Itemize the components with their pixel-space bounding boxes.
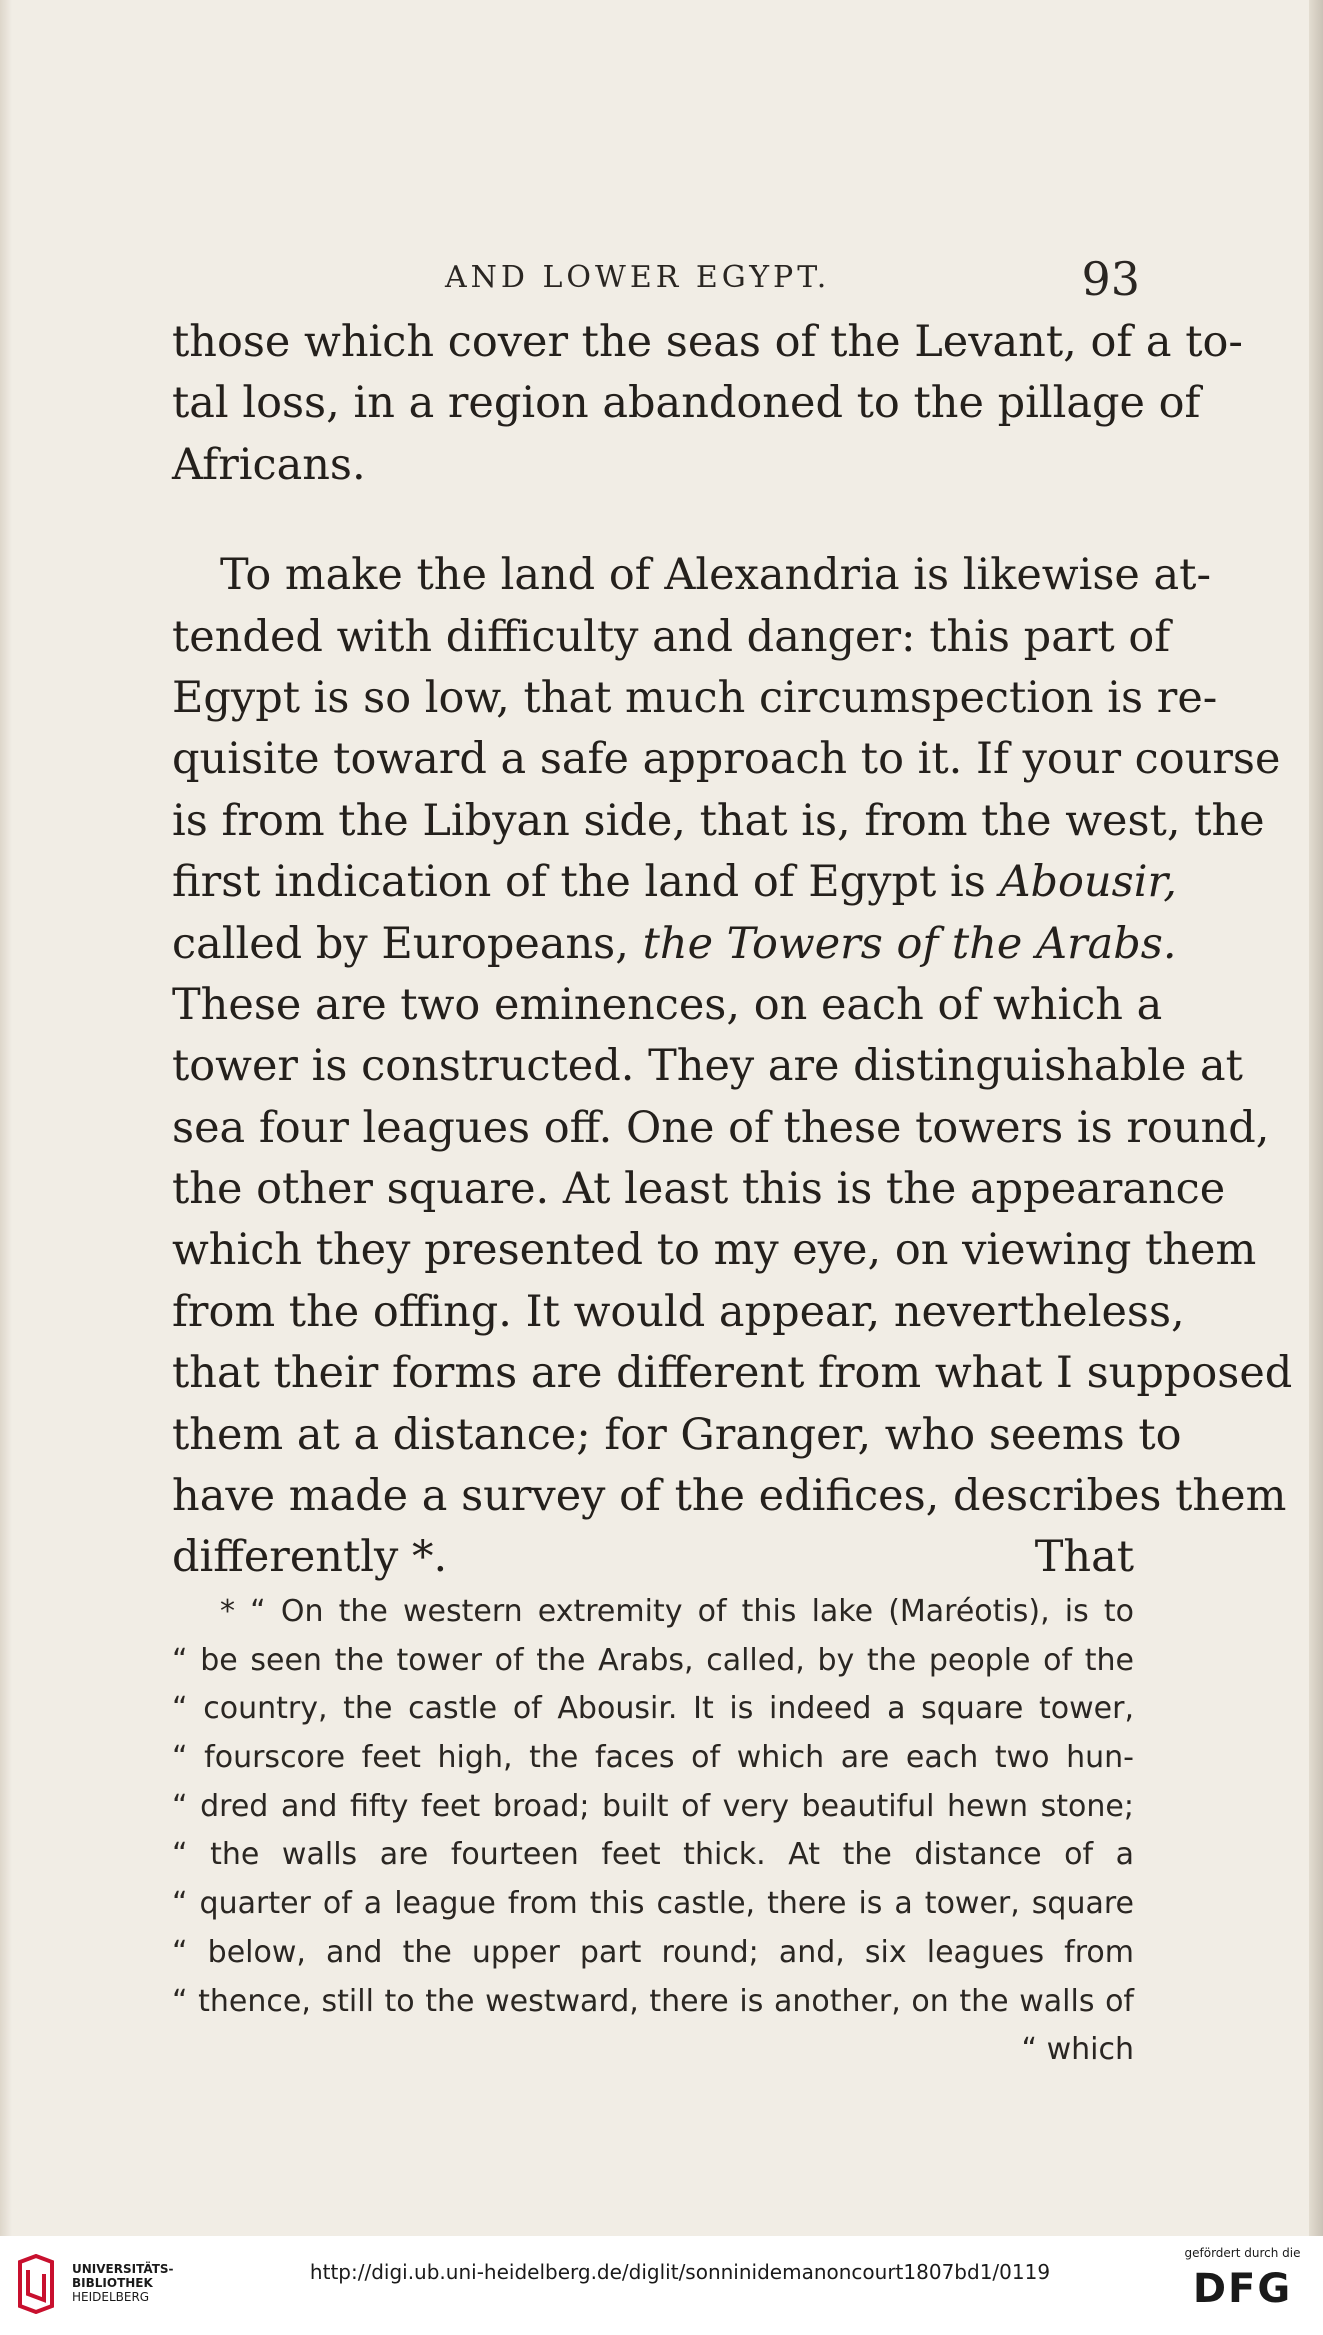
page-number: 93 (1081, 252, 1140, 306)
catchword: That (1034, 1532, 1134, 1583)
text-line: Africans. (172, 439, 366, 490)
text-line: is from the Libyan side, that is, from the west, the (172, 795, 1265, 846)
dfg-logo: DFG (1192, 2266, 1293, 2312)
text-line: tended with difficulty and danger: this part of (172, 611, 1171, 662)
text-line: the other square. At least this is the appearance (172, 1164, 1226, 1215)
text-line: sea four leagues off. One of these towers is round, (172, 1102, 1270, 1153)
body-text (172, 312, 1293, 1589)
sponsor-label: gefördert durch die (1184, 2246, 1301, 2260)
text-line: them at a distance; for Granger, who seems to (172, 1409, 1182, 1460)
university-library-logo-icon (14, 2254, 58, 2314)
italic-place-name: the Towers of the Arabs. (642, 918, 1177, 969)
running-head: AND LOWER EGYPT. (445, 260, 831, 295)
text-fragment: first indication of the land of Egypt is (172, 857, 986, 908)
footnote-line: “ below, and the upper part round; and, six leagues from (172, 1934, 1134, 1970)
page-gutter-shadow (0, 0, 12, 2236)
footnote-line: “ be seen the tower of the Arabs, called, by the people of the (172, 1642, 1134, 1678)
text-line: from the offing. It would appear, nevertheless, (172, 1286, 1185, 1337)
text-line: quisite toward a safe approach to it. If your course (172, 734, 1281, 785)
page-edge-shadow (1309, 0, 1323, 2236)
text-line: These are two eminences, on each of which a (172, 979, 1163, 1030)
text-line: tal loss, in a region abandoned to the pillage of (172, 378, 1201, 429)
library-name-line: HEIDELBERG (72, 2290, 150, 2304)
footnote-line: “ country, the castle of Abousir. It is indeed a square tower, (172, 1691, 1134, 1727)
library-name-line: UNIVERSITÄTS- (72, 2262, 174, 2276)
sponsor-block (1170, 2246, 1315, 2312)
footnote-line: “ quarter of a league from this castle, there is a tower, square (172, 1886, 1134, 1922)
text-line: which they presented to my eye, on viewing them (172, 1225, 1257, 1276)
text-line: have made a survey of the edifices, describes them (172, 1471, 1287, 1522)
text-line (172, 1527, 1134, 1588)
italic-place-name: Abousir, (999, 857, 1177, 908)
text-line: tower is constructed. They are distinguishable at (172, 1041, 1243, 1092)
text-line: To make the land of Alexandria is likewise at- (220, 550, 1211, 601)
page-header (170, 252, 1140, 312)
paragraph-gap (172, 496, 1134, 545)
library-name-line: BIBLIOTHEK (72, 2276, 153, 2290)
footnote-line: * “ On the western extremity of this lake (Maréotis), is to (220, 1594, 1134, 1629)
viewer-footer (0, 2236, 1323, 2335)
text-line (172, 914, 1177, 975)
library-name (72, 2262, 174, 2304)
permalink-url[interactable]: http://digi.ub.uni-heidelberg.de/diglit/sonninidemanoncourt1807bd1/0119 (309, 2260, 1051, 2284)
footnote-line: “ dred and fifty feet broad; built of very beautiful hewn stone; (172, 1788, 1134, 1824)
text-line: those which cover the seas of the Levant, of a to- (172, 317, 1243, 367)
footnote-line: “ thence, still to the westward, there is another, on the walls of (172, 1983, 1134, 2019)
footnote (172, 1588, 1134, 2075)
text-line: Egypt is so low, that much circumspection is re- (172, 672, 1218, 723)
footnote-catchword: “ which (1021, 2032, 1134, 2068)
footnote-line: “ fourscore feet high, the faces of which are each two hun- (172, 1740, 1134, 1776)
text-line: that their forms are different from what I supposed (172, 1348, 1293, 1399)
text-fragment: called by Europeans, (172, 918, 629, 969)
text-line (172, 852, 1177, 913)
footnote-line: “ the walls are fourteen feet thick. At the distance of a (172, 1837, 1134, 1873)
text-fragment: differently *. (172, 1532, 448, 1583)
